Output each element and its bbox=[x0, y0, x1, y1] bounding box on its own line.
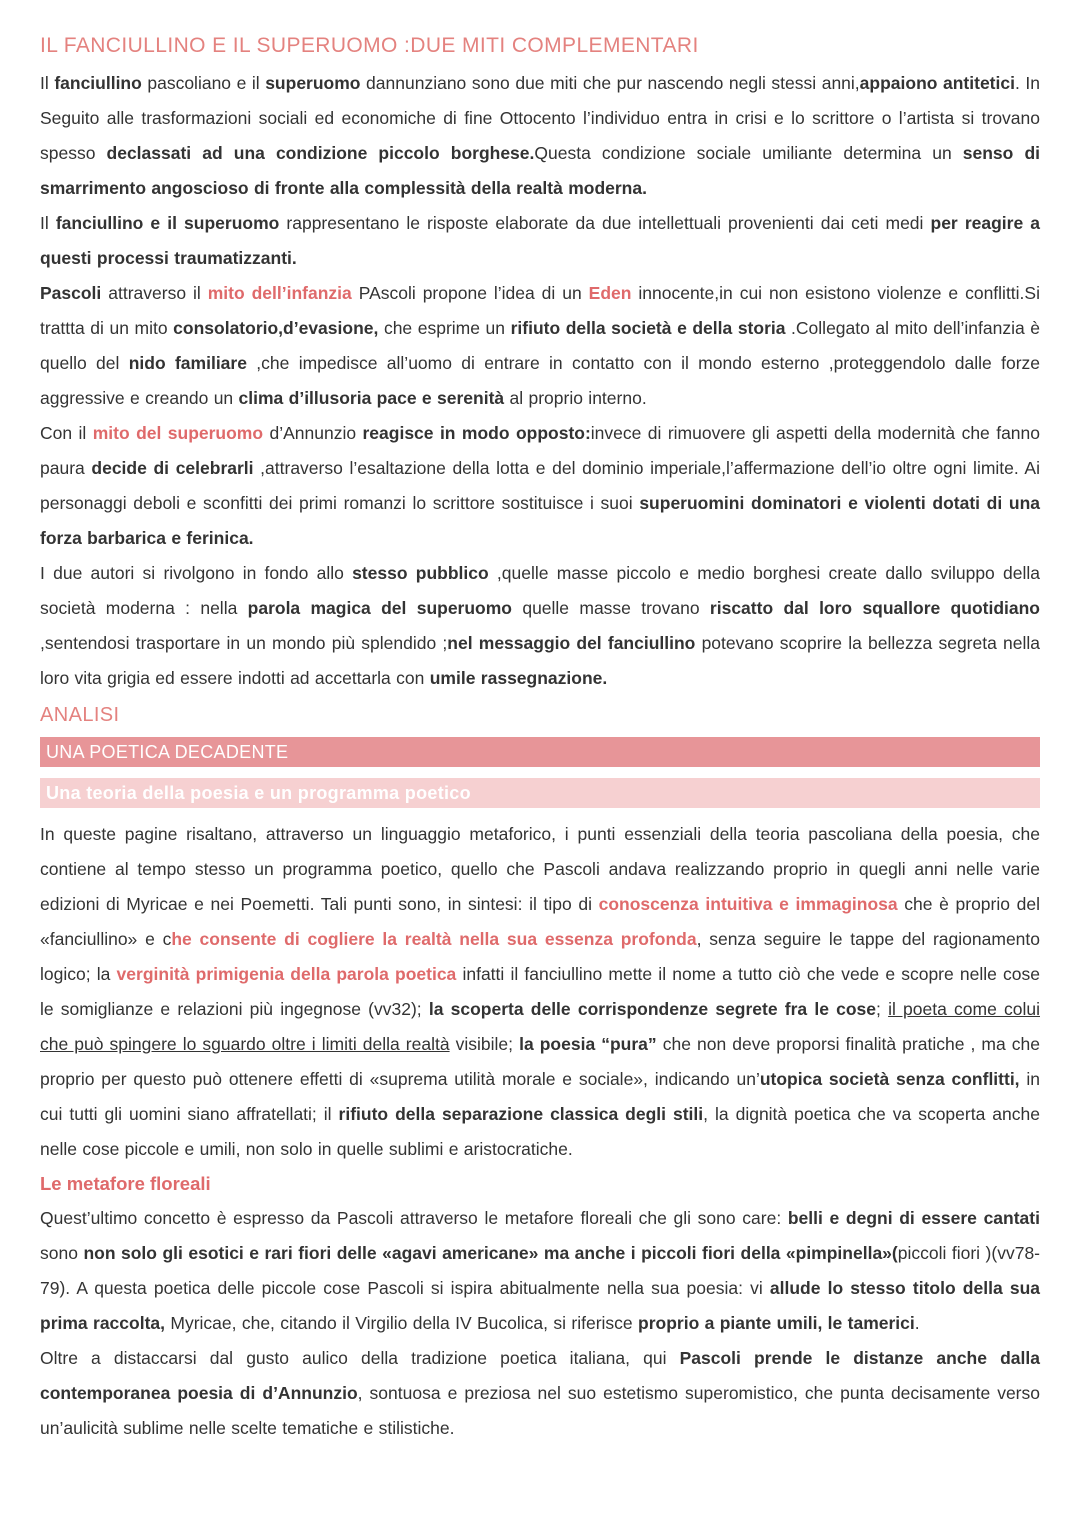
section-floreali bbox=[40, 1201, 1040, 1446]
text-segment: Pascoli prende le distanze anche dalla contemporanea poesia di d’Annunzio bbox=[40, 1348, 1040, 1403]
text-segment: riscatto dal loro squallore quotidiano bbox=[709, 598, 1040, 618]
text-segment: pascoliano e il bbox=[141, 73, 266, 93]
text-segment: superuomini dominatori e violenti dotati di una forza barbarica e ferinica. bbox=[40, 493, 1040, 548]
text-segment: consolatorio,d’evasione, bbox=[173, 318, 379, 338]
text-segment: piccoli fiori )(vv78-79). A questa poetica delle piccole cose Pascoli si ispira abitualmente nella sua poesia: vi bbox=[40, 1243, 1040, 1298]
text-segment: Quest’ultimo concetto è espresso da Pascoli attraverso le metafore floreali che gli sono care: bbox=[40, 1208, 788, 1228]
text-segment: , la dignità poetica che va scoperta anche nelle cose piccole e umili, non solo in quelle sublimi e aristocratiche. bbox=[40, 1104, 1040, 1159]
text-segment: conoscenza intuitiva e immaginosa bbox=[598, 894, 898, 914]
paragraph bbox=[40, 416, 1040, 556]
section-intro bbox=[40, 66, 1040, 696]
text-segment: he consente di cogliere la realtà nella sua essenza profonda bbox=[171, 929, 697, 949]
text-segment: mito del superuomo bbox=[92, 423, 264, 443]
text-segment: utopica società senza conflitti, bbox=[759, 1069, 1020, 1089]
text-segment: d’Annunzio bbox=[263, 423, 363, 443]
text-segment: ,quelle masse piccolo e medio borghesi create dallo sviluppo della società moderna : nella bbox=[40, 563, 1041, 618]
text-segment: declassati ad una condizione piccolo borghese. bbox=[106, 143, 535, 163]
text-segment: decide di celebrarli bbox=[91, 458, 254, 478]
text-segment: ,sentendosi trasportare in un mondo più splendido ; bbox=[40, 633, 448, 653]
text-segment: , sontuosa e preziosa nel suo estetismo superomistico, che punta decisamente verso un’aulicità sublime nelle scelte tematiche e stilistiche. bbox=[40, 1383, 1040, 1438]
text-segment: rifiuto della separazione classica degli stili bbox=[338, 1104, 704, 1124]
text-segment: la scoperta delle corrispondenze segrete fra le cose bbox=[428, 999, 877, 1019]
text-segment: che esprime un bbox=[378, 318, 511, 338]
paragraph bbox=[40, 556, 1040, 696]
paragraph bbox=[40, 1341, 1040, 1446]
text-segment: nido familiare bbox=[128, 353, 247, 373]
text-segment: verginità primigenia della parola poetica bbox=[116, 964, 457, 984]
text-segment: rappresentano le risposte elaborate da due intellettuali provenienti dai ceti medi bbox=[279, 213, 931, 233]
text-segment: parola magica del superuomo bbox=[247, 598, 513, 618]
text-segment: la poesia “pura” bbox=[519, 1034, 657, 1054]
text-segment: allude lo stesso titolo della sua prima raccolta, bbox=[40, 1278, 1040, 1333]
text-segment: potevano scoprire la bellezza segreta nella loro vita grigia ed essere indotti ad accettarla con bbox=[40, 633, 1041, 688]
text-segment: per reagire a questi processi traumatizzanti. bbox=[40, 213, 1040, 268]
text-segment: Myricae, che, citando il Virgilio della IV Bucolica, si riferisce bbox=[165, 1313, 639, 1333]
paragraph bbox=[40, 206, 1040, 276]
page-title: IL FANCIULLINO E IL SUPERUOMO :DUE MITI COMPLEMENTARI bbox=[40, 34, 699, 57]
text-segment: . In Seguito alle trasformazioni sociali ed economiche di fine Ottocento l’individuo entra in crisi e lo scrittore o l’artista si trovano spesso bbox=[40, 73, 1040, 163]
paragraph bbox=[40, 1201, 1040, 1341]
paragraph bbox=[40, 817, 1040, 1167]
text-segment: infatti il fanciullino mette il nome a tutto ciò che vede e scopre nelle cose le somiglianze e relazioni più ingegnose (vv32); bbox=[40, 964, 1041, 1019]
text-segment: belli e degni di essere cantati bbox=[787, 1208, 1040, 1228]
text-segment: ,che impedisce all’uomo di entrare in contatto con il mondo esterno ,proteggendolo dalle forze aggressive e creando un bbox=[40, 353, 1041, 408]
text-segment: Eden bbox=[588, 283, 632, 303]
text-segment: che è proprio del «fanciullino» e c bbox=[40, 894, 1040, 949]
text-segment: In queste pagine risaltano, attraverso un linguaggio metaforico, i punti essenziali della teoria pascoliana della poesia, che contiene al tempo stesso un programma poetico, quello che Pascoli andava realizzando proprio in quegli anni nelle varie edizioni di Myricae e nei Poemetti. Tali punti sono, in sintesi: il tipo di bbox=[40, 824, 1040, 914]
text-segment: il poeta come colui che può spingere lo sguardo oltre i limiti della realtà bbox=[40, 999, 1040, 1054]
text-segment: I due autori si rivolgono in fondo allo bbox=[40, 563, 353, 583]
text-segment: PAscoli propone l’idea di un bbox=[351, 283, 589, 303]
text-segment: fanciullino bbox=[54, 73, 142, 93]
text-segment: al proprio interno. bbox=[504, 388, 647, 408]
le-metafore-floreali-heading: Le metafore floreali bbox=[40, 1173, 211, 1194]
text-segment: Il bbox=[40, 213, 56, 233]
text-segment: superuomo bbox=[265, 73, 361, 93]
text-segment: innocente,in cui non esistono violenze e conflitti.Si trattta di un mito bbox=[40, 283, 1040, 338]
text-segment: umile rassegnazione. bbox=[429, 668, 608, 688]
text-segment: non solo gli esotici e rari fiori delle «agavi americane» ma anche i piccoli fiori della «pimpinella»( bbox=[83, 1243, 898, 1263]
text-segment: . bbox=[914, 1313, 920, 1333]
text-segment: proprio a piante umili, le tamerici bbox=[638, 1313, 915, 1333]
banner-una-teoria-della-poesia: Una teoria della poesia e un programma poetico bbox=[40, 778, 1040, 808]
paragraph bbox=[40, 66, 1040, 206]
text-segment: attraverso il bbox=[101, 283, 208, 303]
text-segment: .Collegato al mito dell’infanzia è quello del bbox=[40, 318, 1040, 373]
text-segment: fanciullino e il superuomo bbox=[55, 213, 280, 233]
text-segment: senso di smarrimento angoscioso di fronte alla complessità della realtà moderna. bbox=[40, 143, 1040, 198]
text-segment: sono bbox=[40, 1243, 84, 1263]
text-segment: rifiuto della società e della storia bbox=[510, 318, 786, 338]
analisi-heading: ANALISI bbox=[40, 704, 120, 726]
text-segment: Questa condizione sociale umiliante determina un bbox=[534, 143, 963, 163]
text-segment: stesso pubblico bbox=[352, 563, 489, 583]
text-segment: nel messaggio del fanciullino bbox=[447, 633, 696, 653]
text-segment: dannunziano sono due miti che pur nascendo negli stessi anni, bbox=[360, 73, 860, 93]
text-segment: clima d’illusoria pace e serenità bbox=[238, 388, 505, 408]
text-segment: appaiono antitetici bbox=[859, 73, 1015, 93]
section-analisi bbox=[40, 817, 1040, 1167]
text-segment: in cui tutti gli uomini siano affratellati; il bbox=[40, 1069, 1040, 1124]
paragraph bbox=[40, 276, 1040, 416]
text-segment: Pascoli bbox=[40, 283, 102, 303]
text-segment: ; bbox=[876, 999, 889, 1019]
text-segment: invece di rimuovere gli aspetti della modernità che fanno paura bbox=[40, 423, 1040, 478]
text-segment: Oltre a distaccarsi dal gusto aulico della tradizione poetica italiana, qui bbox=[40, 1348, 680, 1368]
text-segment: reagisce in modo opposto: bbox=[362, 423, 591, 443]
text-segment: , senza seguire le tappe del ragionamento logico; la bbox=[40, 929, 1041, 984]
text-segment: quelle masse trovano bbox=[512, 598, 710, 618]
text-segment: che non deve proporsi finalità pratiche , ma che proprio per questo può ottenere effetti di «suprema utilità morale e sociale», indicando un’ bbox=[40, 1034, 1040, 1089]
text-segment: mito dell’infanzia bbox=[207, 283, 352, 303]
text-segment: visibile; bbox=[449, 1034, 520, 1054]
text-segment: Il bbox=[40, 73, 55, 93]
text-segment: Con il bbox=[40, 423, 93, 443]
banner-una-poetica-decadente: UNA POETICA DECADENTE bbox=[40, 737, 1040, 767]
text-segment: ,attraverso l’esaltazione della lotta e del dominio imperiale,l’affermazione dell’io oltre ogni limite. Ai personaggi deboli e sconfitti dei primi romanzi lo scrittore sostituisce i suoi bbox=[40, 458, 1040, 513]
